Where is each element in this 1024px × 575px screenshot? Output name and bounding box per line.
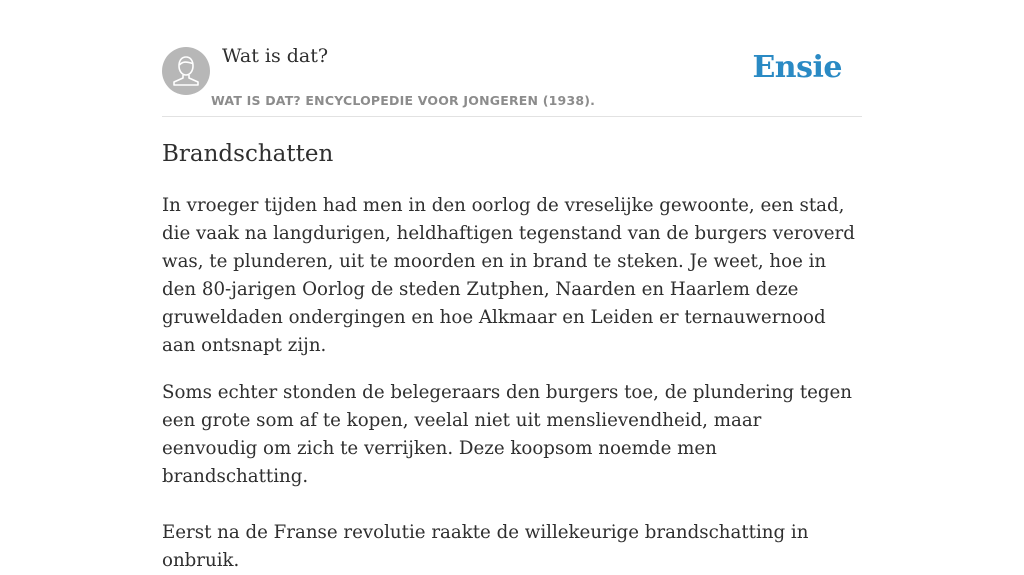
article: [162, 136, 862, 575]
article-paragraph: Soms echter stonden de belegeraars den burgers toe, de plundering tegen een grote som af te kopen, veelal niet uit menslievendheid, maar eenvoudig om zich te verrijken. Deze koopsom noemde men brandschatting.: [162, 382, 853, 487]
source-subtitle: WAT IS DAT? ENCYCLOPEDIE VOOR JONGEREN (1938).: [211, 93, 596, 108]
user-icon: [162, 47, 210, 95]
source-header: [162, 40, 862, 117]
article-title: Brandschatten: [162, 141, 334, 167]
article-paragraph: In vroeger tijden had men in den oorlog de vreselijke gewoonte, een stad, die vaak na langdurigen, heldhaftigen tegenstand van de burgers veroverd was, te plunderen, uit te moorden en in brand te steken. Je weet, hoe in den 80-jarigen Oorlog de steden Zutphen, Naarden en Haarlem deze gruweldaden ondergingen en hoe Alkmaar en Leiden er ternauwernood aan ontsnapt zijn.: [162, 195, 855, 356]
article-paragraph: Eerst na de Franse revolutie raakte de willekeurige brandschatting in onbruik.: [162, 522, 809, 571]
source-title[interactable]: Wat is dat?: [222, 45, 329, 67]
ensie-logo-link[interactable]: Ensie: [752, 50, 842, 85]
